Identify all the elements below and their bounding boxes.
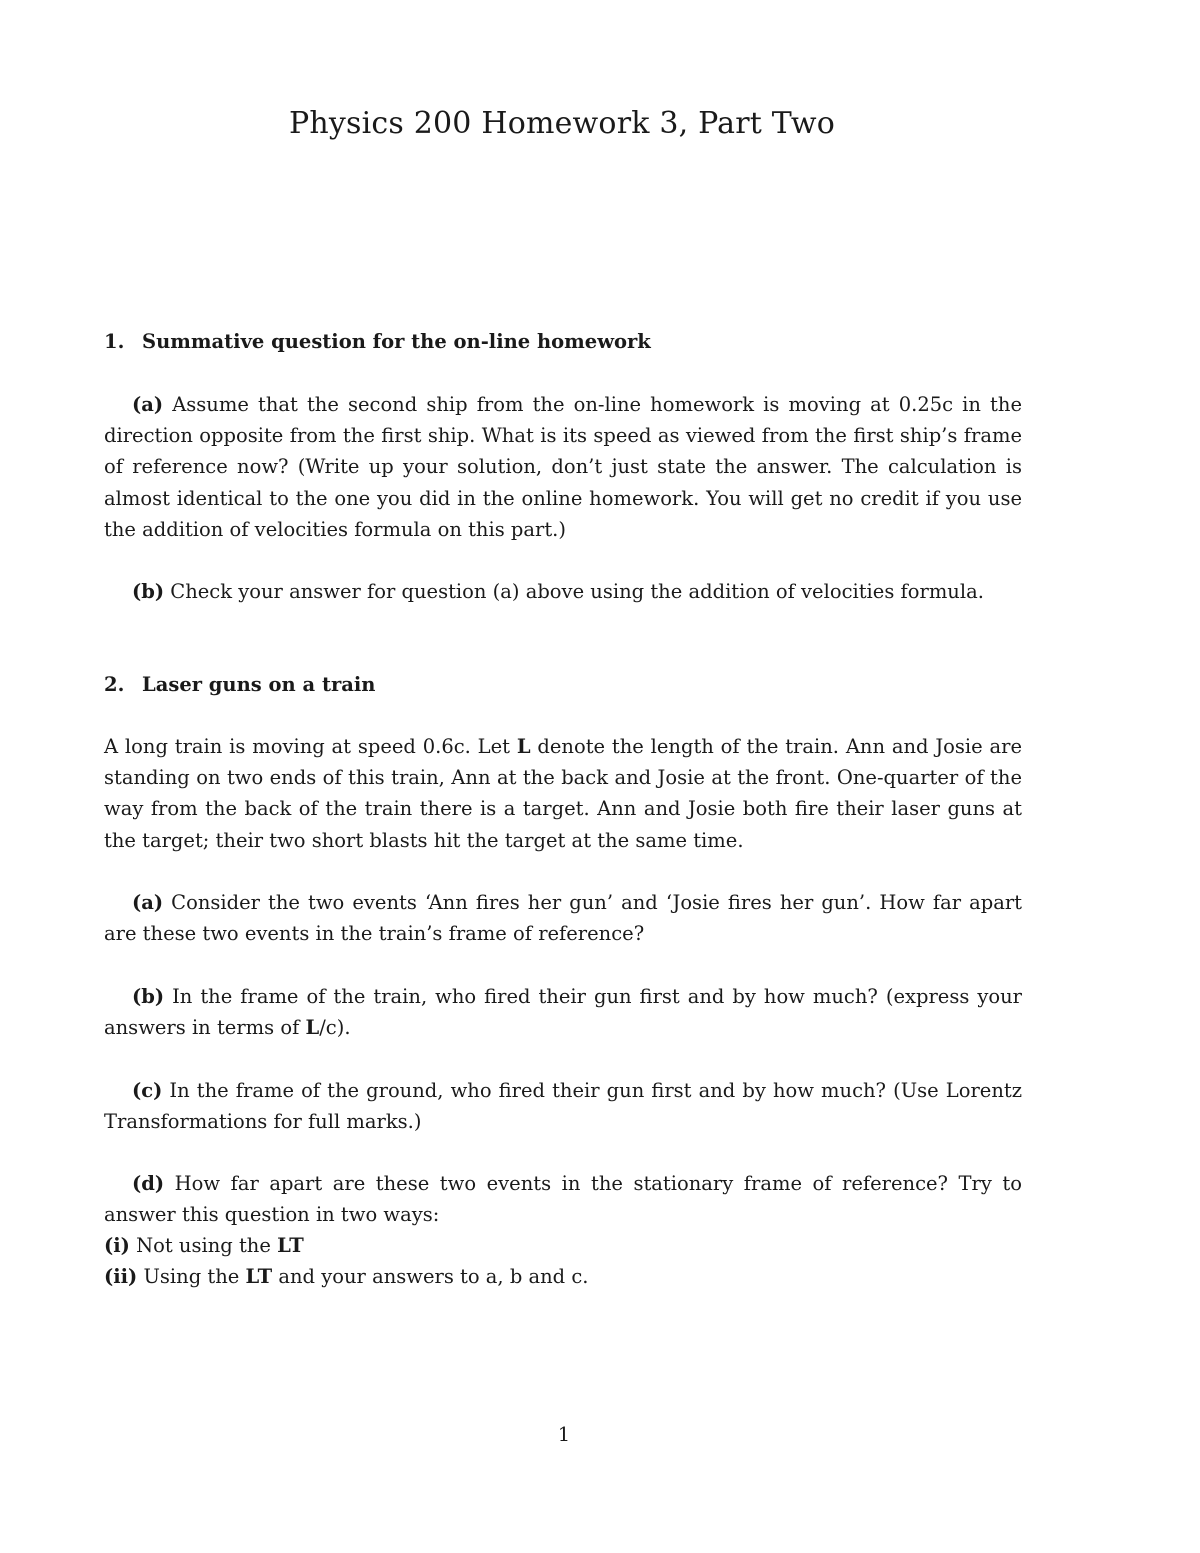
question-2a-label: (a) <box>132 891 164 914</box>
question-1b <box>104 576 1022 607</box>
question-2b-symbol-L: L <box>305 1016 320 1040</box>
intro-symbol-L: L <box>516 735 531 758</box>
question-2d <box>104 1168 1022 1230</box>
question-2b-text-1: In the frame of the train, who fired their gun first and by how much? (express your answers in terms of <box>104 985 1022 1040</box>
question-2a <box>104 887 1022 949</box>
question-1b-label: (b) <box>132 580 165 603</box>
question-2b-text-2: /c). <box>319 1016 351 1040</box>
question-2d-label: (d) <box>132 1172 165 1195</box>
question-2c-label: (c) <box>132 1079 163 1102</box>
page-title: Physics 200 Homework 3, Part Two <box>288 106 836 141</box>
intro-text-1: A long train is moving at speed 0.6c. Let <box>104 735 517 758</box>
page-number: 1 <box>557 1423 571 1446</box>
section-2-number: 2. <box>104 673 125 696</box>
part-i-label: (i) <box>104 1234 130 1257</box>
part-ii-text-2: and your answers to a, b and c. <box>272 1265 589 1288</box>
section-1-title: Summative question for the on-line homework <box>142 330 651 353</box>
intro-text-2: denote the length of the train. Ann and Josie are standing on two ends of this train, Ann at the back and Josie at the front. One-quarter of the way from the back of the train there is a target. Ann and Josie both fire their laser guns at the target; their two short blasts hit the target at the same time. <box>104 735 1022 852</box>
question-1a-label: (a) <box>132 393 164 416</box>
question-1b-text: Check your answer for question (a) above using the addition of velocities formula. <box>164 580 984 603</box>
question-2d-part-ii <box>104 1261 1022 1292</box>
part-i-LT: LT <box>277 1234 304 1257</box>
section-1-heading <box>104 326 651 357</box>
question-2c <box>104 1075 1022 1137</box>
part-i-text: Not using the <box>129 1234 278 1257</box>
question-2b-label: (b) <box>132 985 165 1008</box>
question-1a-text: Assume that the second ship from the on-line homework is moving at 0.25c in the direction opposite from the first ship. What is its speed as viewed from the first ship’s frame of reference now? (Write up your solution, don’t just state the answer. The calculation is almost identical to the one you did in the online homework. You will get no credit if you use the addition of velocities formula on this part.) <box>104 393 1022 541</box>
section-1-number: 1. <box>104 330 125 353</box>
section-2-heading <box>104 669 375 700</box>
question-2a-text: Consider the two events ‘Ann fires her gun’ and ‘Josie fires her gun’. How far apart are these two events in the train’s frame of reference? <box>104 891 1022 946</box>
part-ii-LT: LT <box>245 1265 273 1288</box>
question-2c-text: In the frame of the ground, who fired their gun first and by how much? (Use Lorentz Transformations for full marks.) <box>104 1079 1022 1134</box>
part-ii-text-1: Using the <box>137 1265 246 1288</box>
section-2-intro <box>104 731 1022 856</box>
question-1a <box>104 389 1022 545</box>
question-2b <box>104 981 1022 1043</box>
question-2d-text: How far apart are these two events in the stationary frame of reference? Try to answer this question in two ways: <box>104 1172 1022 1227</box>
part-ii-label: (ii) <box>104 1265 138 1288</box>
section-2-title: Laser guns on a train <box>142 673 376 696</box>
question-2d-part-i <box>104 1230 1022 1261</box>
